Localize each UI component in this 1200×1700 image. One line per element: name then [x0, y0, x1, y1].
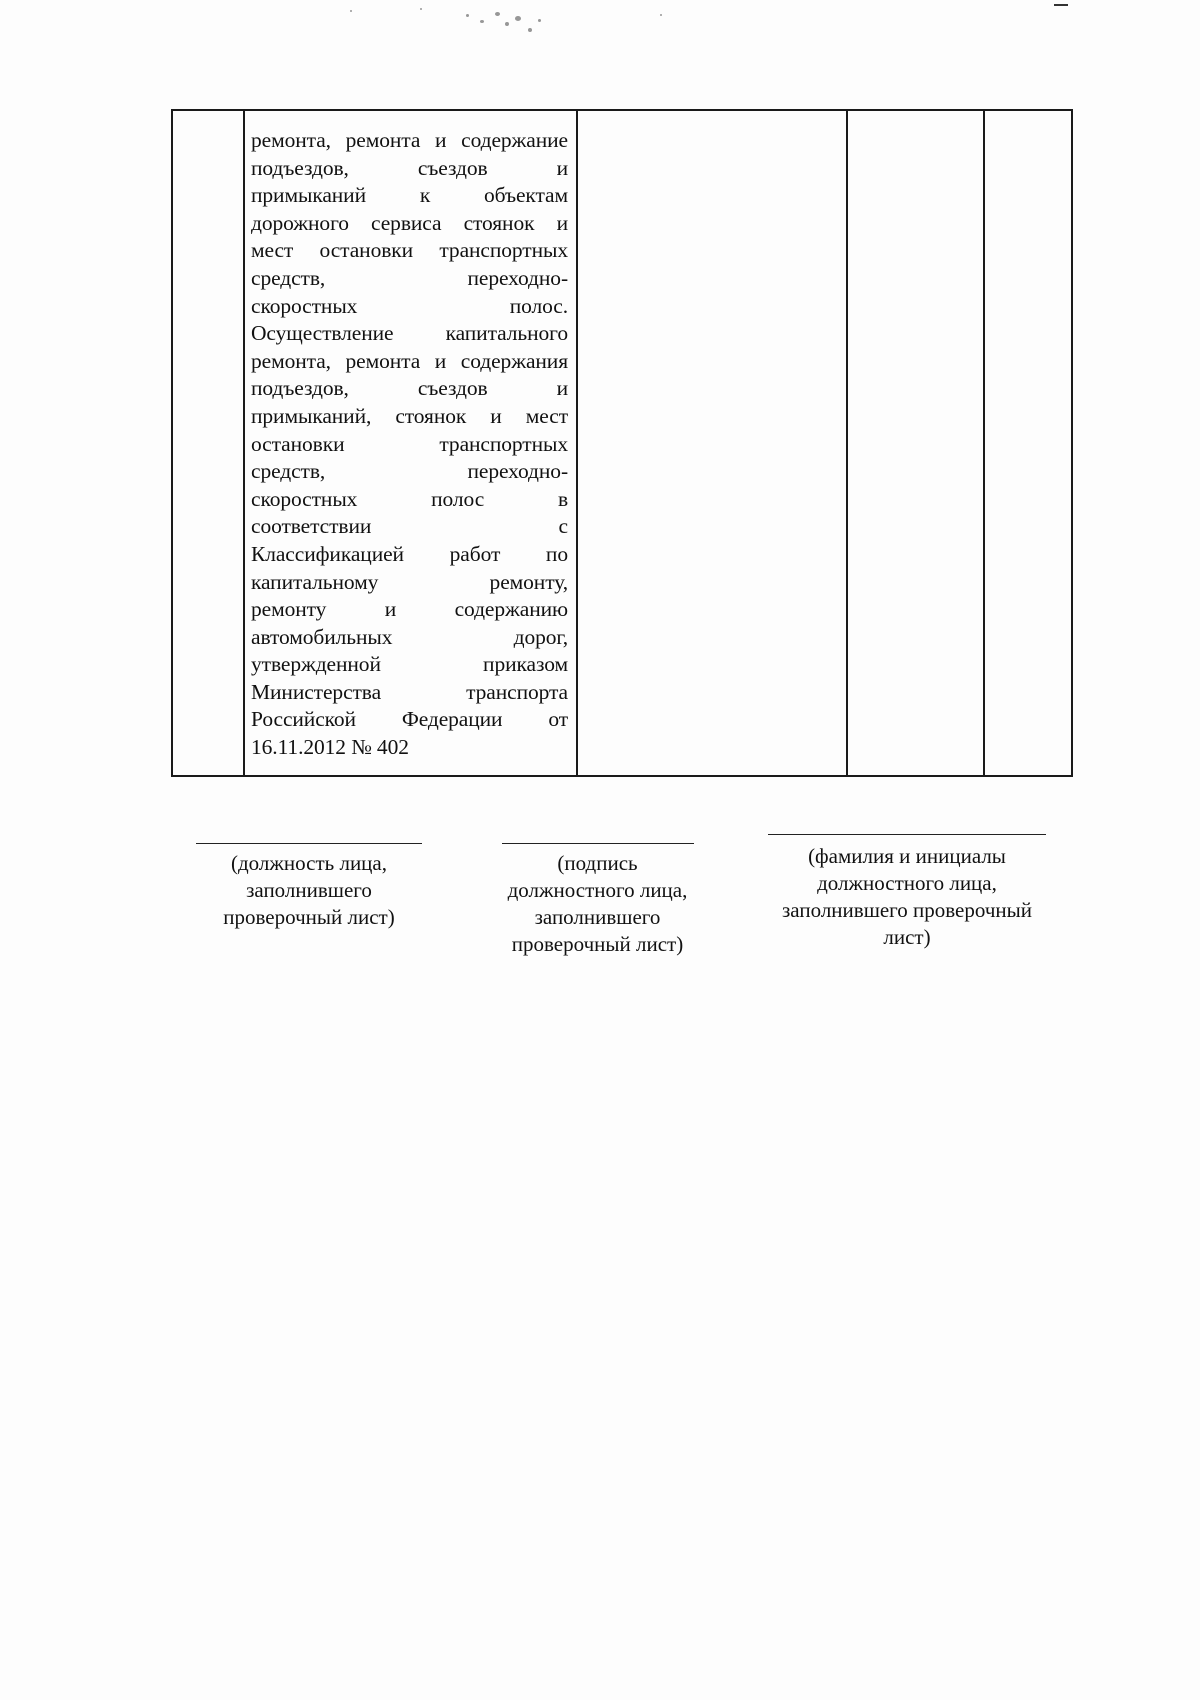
position-signature-block: [193, 843, 425, 931]
table-row: [172, 110, 1072, 776]
empty-cell-c: [984, 110, 1072, 776]
caption-line: проверочный лист): [511, 932, 684, 956]
text-line: Министерства транспорта: [251, 679, 568, 704]
row-number-cell: [172, 110, 244, 776]
caption-line: должностного лица,: [817, 871, 997, 895]
caption-line: должностного лица,: [507, 878, 688, 902]
text-line: капитальному ремонту,: [251, 569, 568, 594]
text-line: утвержденной приказом: [251, 652, 568, 677]
signature-line: [502, 843, 694, 844]
caption-line: проверочный лист): [223, 905, 395, 929]
text-line: скоростных полос.: [251, 293, 568, 318]
signature-caption: [480, 850, 715, 958]
text-line: средств, переходно-: [251, 459, 568, 484]
text-line: средств, переходно-: [251, 265, 568, 290]
text-line: соответствии с: [251, 514, 568, 539]
position-signature-line: [196, 843, 422, 844]
position-caption: [193, 850, 425, 931]
text-line: Осуществление капитального: [251, 321, 568, 346]
text-line: мест остановки транспортных: [251, 238, 568, 263]
text-line: 16.11.2012 № 402: [251, 735, 409, 760]
caption-line: заполнившего проверочный: [782, 898, 1032, 922]
requirement-text-cell: [244, 110, 577, 776]
text-line: Российской Федерации от: [251, 707, 568, 732]
name-signature-line: [768, 834, 1046, 835]
text-line: ремонта, ремонта и содержание: [251, 128, 568, 152]
text-line: примыканий к объектам: [251, 183, 568, 208]
name-signature-block: [756, 834, 1058, 951]
caption-line: заполнившего: [534, 905, 661, 929]
empty-cell-a: [577, 110, 847, 776]
signature-block: [480, 843, 715, 958]
caption-line: (подпись: [557, 851, 638, 875]
caption-line: (фамилия и инициалы: [808, 844, 1006, 868]
text-line: ремонту и содержанию: [251, 597, 568, 622]
text-line: остановки транспортных: [251, 431, 568, 456]
caption-line: лист): [883, 925, 931, 949]
caption-line: (должность лица,: [230, 851, 387, 875]
empty-cell-b: [847, 110, 984, 776]
text-line: подъездов, съездов и: [251, 155, 568, 180]
checklist-table: [171, 109, 1073, 777]
text-line: ремонта, ремонта и содержания: [251, 348, 568, 373]
text-line: дорожного сервиса стоянок и: [251, 210, 568, 235]
caption-line: заполнившего: [246, 878, 372, 902]
text-line: Классификацией работ по: [251, 541, 568, 566]
requirement-text: [245, 111, 576, 768]
text-line: автомобильных дорог,: [251, 624, 568, 649]
name-caption: [756, 843, 1058, 951]
text-line: примыканий, стоянок и мест: [251, 403, 568, 428]
text-line: скоростных полос в: [251, 486, 568, 511]
text-line: подъездов, съездов и: [251, 376, 568, 401]
